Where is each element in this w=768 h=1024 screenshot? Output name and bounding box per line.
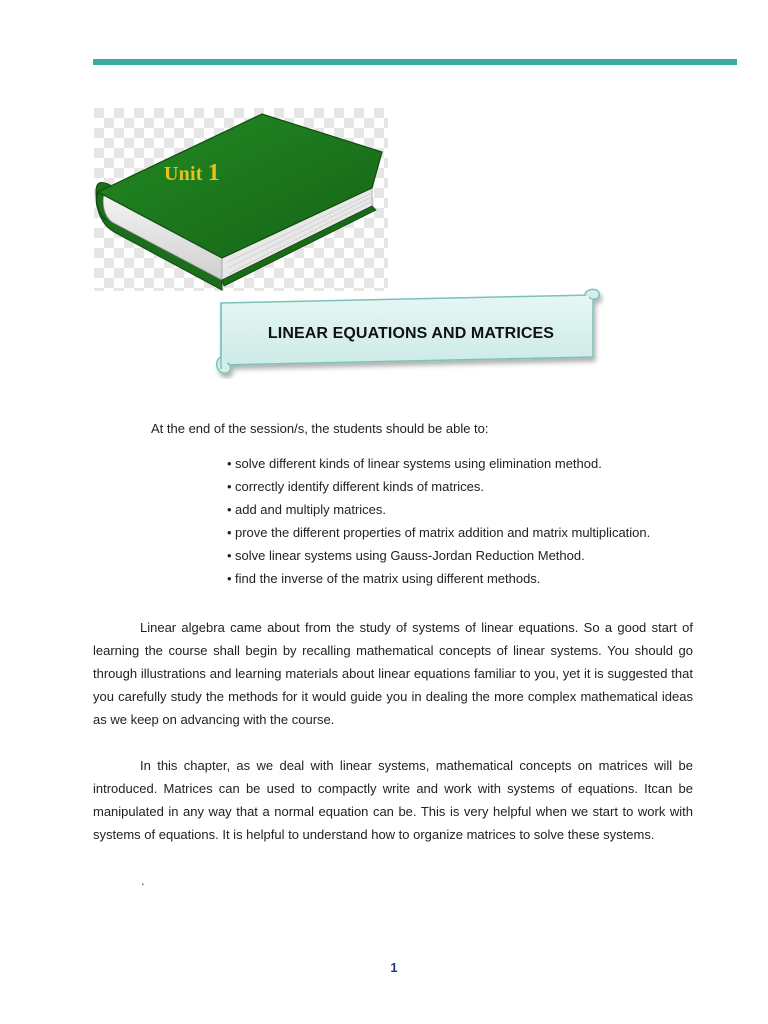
unit-word: Unit [164, 163, 203, 185]
chapter-title: LINEAR EQUATIONS AND MATRICES [267, 325, 555, 342]
objectives-intro: At the end of the session/s, the students should be able to: [151, 421, 489, 436]
objectives-list [227, 456, 650, 594]
unit-label [164, 160, 220, 187]
list-item: • solve linear systems using Gauss-Jordan Reduction Method. [227, 548, 585, 563]
header-rule [93, 59, 737, 65]
bullet-icon: • [227, 502, 232, 517]
bullet-icon: • [227, 548, 232, 563]
list-item: • find the inverse of the matrix using different methods. [227, 571, 541, 586]
list-item: • add and multiply matrices. [227, 502, 387, 517]
list-item: • correctly identify different kinds of matrices. [227, 479, 485, 494]
bullet-icon: • [227, 571, 232, 586]
list-item: • solve different kinds of linear systems using elimination method. [227, 456, 602, 471]
bullet-icon: • [227, 456, 232, 471]
list-item: • prove the different properties of matrix addition and matrix multiplication. [227, 525, 651, 540]
bullet-icon: • [227, 479, 232, 494]
page-number: 1 [390, 960, 398, 975]
book-icon [94, 108, 388, 291]
body-paragraph-linear-algebra: Linear algebra came about from the study of systems of linear equations. So a good start of learning the course shall begin by recalling mathematical concepts of linear systems. You should go through illustrations and learning materials about linear equations familiar to you, yet it is suggested that you carefully study the methods for it would guide you in dealing the more complex mathematical ideas as we keep on advancing with the course. [93, 620, 693, 727]
body-paragraph-matrices: In this chapter, as we deal with linear systems, mathematical concepts on matrices will be introduced. Matrices can be used to compactly write and work with systems of equations. Itcan be manipulated in any way that a normal equation can be. This is very helpful when we start to work with systems of equations. It is helpful to understand how to organize matrices to solve these systems. [93, 758, 693, 842]
bullet-icon: • [227, 525, 232, 540]
title-scroll-banner [213, 287, 605, 379]
stray-mark: . [141, 873, 145, 888]
book-illustration [94, 108, 388, 291]
unit-number: 1 [207, 160, 220, 186]
